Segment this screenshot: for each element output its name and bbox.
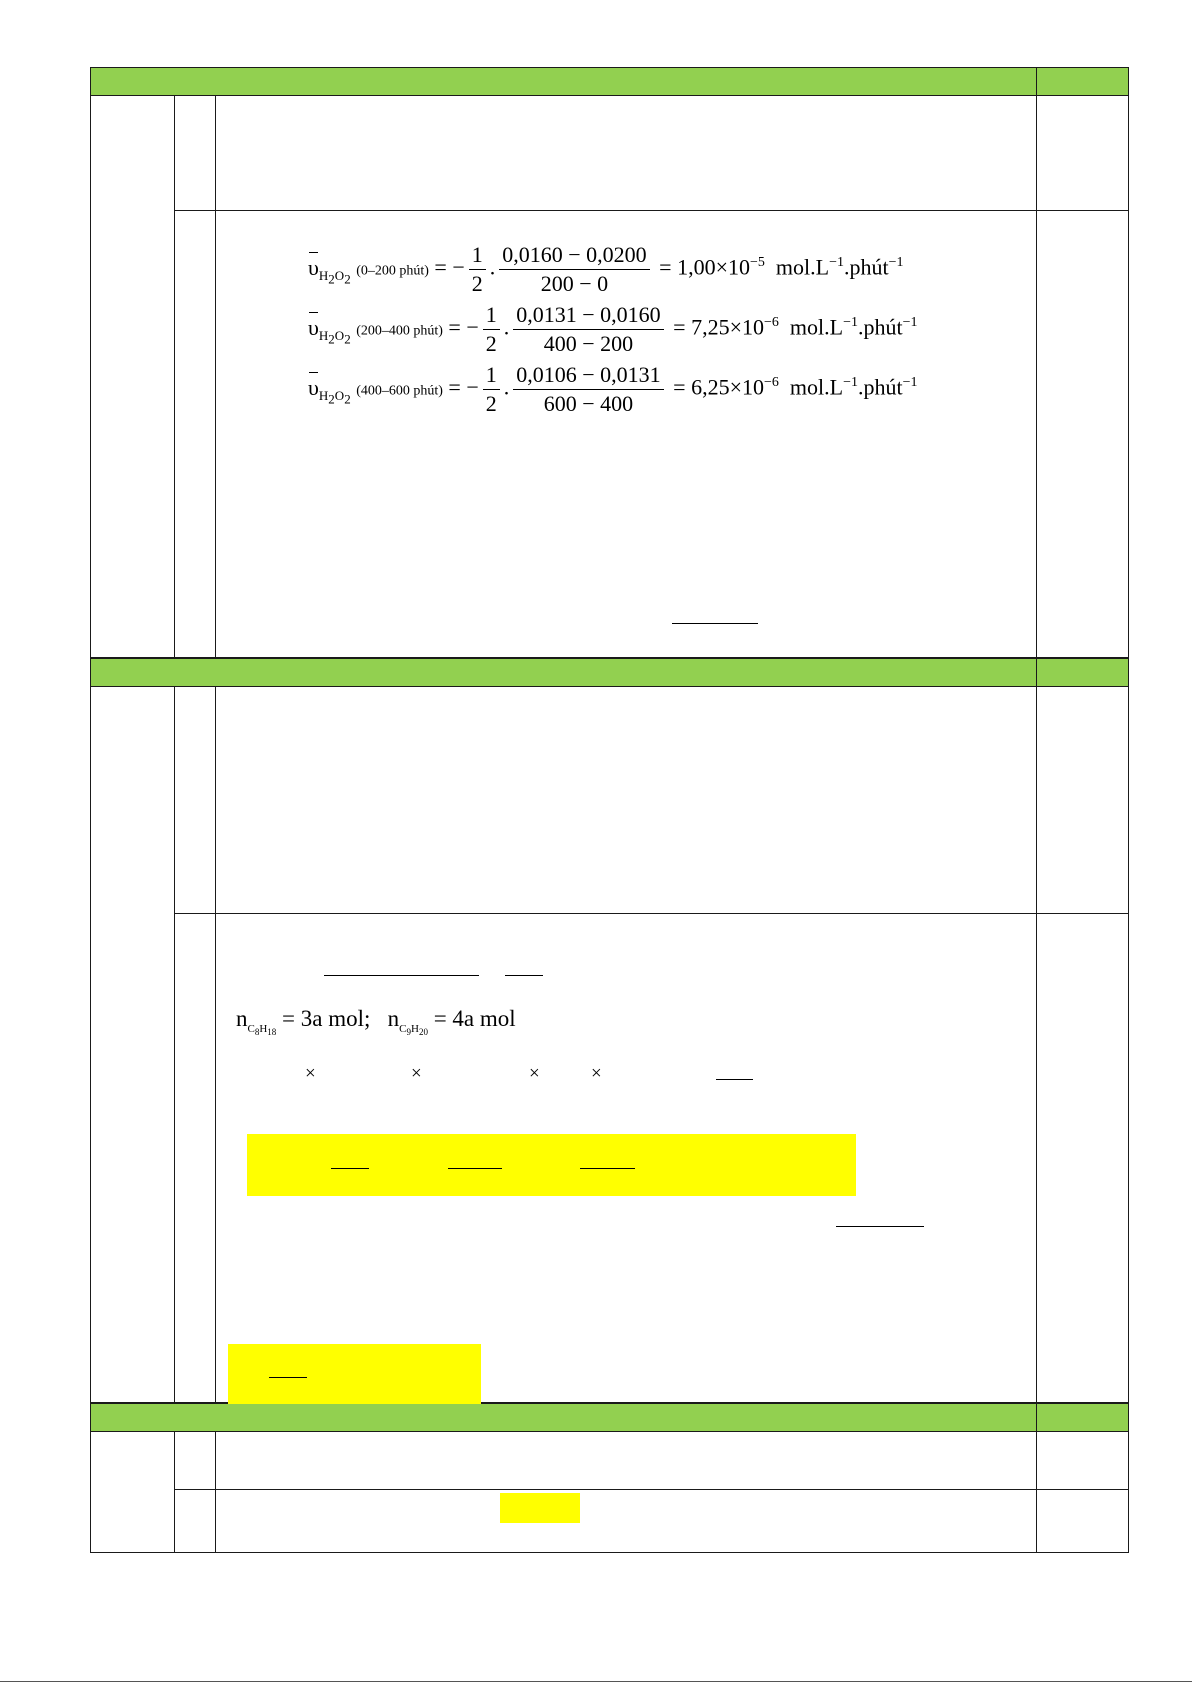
highlighted-answer-box xyxy=(228,1344,481,1404)
section-2-part-a-score xyxy=(1036,686,1129,915)
rate-equation-2: $\upsilon_{H_2O_2}$ (200–400 phút) = − $\frac{1}{2}$ . $\frac{0,0131 - 0,0160}{400 - 200}$ = $7,25\times 10^{-6}$ $mol.L^{-1}.phút^{-1}$ xyxy=(308,302,918,356)
section-header-1 xyxy=(90,67,1038,97)
section-3-part-b-content xyxy=(215,1489,1038,1553)
fraction-bar xyxy=(716,1079,753,1080)
rate-result: = 1,00×10 xyxy=(659,254,750,280)
page-bottom-rule xyxy=(0,1681,1192,1682)
rate-interval: (400–600 phút) xyxy=(356,383,443,399)
rate-interval: (0–200 phút) xyxy=(356,263,429,279)
section-header-2 xyxy=(90,658,1038,688)
section-2-question-col xyxy=(90,686,176,1403)
multiplication-sign: × xyxy=(529,1063,540,1084)
coefficient-fraction: $\frac{1}{2}$ xyxy=(483,302,500,357)
section-3-part-b-label xyxy=(174,1489,217,1553)
fraction-bar xyxy=(580,1168,635,1169)
multiplication-sign: × xyxy=(591,1063,602,1084)
difference-fraction: $\frac{0,0131 - 0,0160}{400 - 200}$ xyxy=(513,302,663,357)
fraction-bar xyxy=(505,975,543,976)
section-1-part-a-score xyxy=(1036,95,1129,212)
rate-symbol: υ xyxy=(308,254,319,280)
section-header-2-score xyxy=(1036,658,1129,688)
section-3-question-col xyxy=(90,1431,176,1553)
multiplication-sign: × xyxy=(305,1063,316,1084)
rate-result: = 6,25×10 xyxy=(673,374,764,400)
section-3-part-a-score xyxy=(1036,1431,1129,1491)
coefficient-fraction: $\frac{1}{2}$ xyxy=(469,242,486,297)
fraction-bar xyxy=(331,1168,369,1169)
section-2-part-b-label xyxy=(174,913,217,1403)
highlighted-choice xyxy=(500,1493,580,1523)
rate-symbol: υ xyxy=(308,314,319,340)
section-2-part-b-score xyxy=(1036,913,1129,1403)
multiplication-sign: × xyxy=(411,1063,422,1084)
section-1-part-b-score xyxy=(1036,210,1129,658)
section-3-part-a-content xyxy=(215,1431,1038,1491)
section-header-3-score xyxy=(1036,1403,1129,1433)
fraction-bar xyxy=(448,1168,502,1169)
mole-amounts-line: $n_{C_8H_{18}} = 3a$ mol; $n_{C_9H_{20}} = 4a$ mol xyxy=(236,1006,516,1037)
section-header-3 xyxy=(90,1403,1038,1433)
section-1-question-col xyxy=(90,95,176,658)
fraction-bar xyxy=(836,1226,924,1227)
rate-equation-1: $\upsilon_{H_2O_2}$ (0–200 phút) = − $\frac{1}{2}$ . $\frac{0,0160 - 0,0200}{200 - 0}$ = $1,00\times 10^{-5}$ $mol.L^{-1}.phút^{-1}$ xyxy=(308,242,904,296)
section-2-part-a-label xyxy=(174,686,217,915)
section-3-part-b-score xyxy=(1036,1489,1129,1553)
difference-fraction: $\frac{0,0106 - 0,0131}{600 - 400}$ xyxy=(513,362,663,417)
rate-result: = 7,25×10 xyxy=(673,314,764,340)
fraction-bar xyxy=(324,975,479,976)
coefficient-fraction: $\frac{1}{2}$ xyxy=(483,362,500,417)
rate-symbol: υ xyxy=(308,374,319,400)
rate-interval: (200–400 phút) xyxy=(356,323,443,339)
section-header-1-score xyxy=(1036,67,1129,97)
section-1-part-b-label xyxy=(174,210,217,658)
rate-equation-3: $\upsilon_{H_2O_2}$ (400–600 phút) = − $\frac{1}{2}$ . $\frac{0,0106 - 0,0131}{600 - 400}$ = $6,25\times 10^{-6}$ $mol.L^{-1}.phút^{-1}$ xyxy=(308,362,918,416)
section-2-part-a-content xyxy=(215,686,1038,915)
fraction-bar xyxy=(672,623,758,624)
difference-fraction: $\frac{0,0160 - 0,0200}{200 - 0}$ xyxy=(499,242,649,297)
section-3-part-a-label xyxy=(174,1431,217,1491)
section-1-part-a-label xyxy=(174,95,217,212)
highlighted-result-box xyxy=(247,1134,856,1196)
fraction-bar xyxy=(269,1377,307,1378)
section-1-part-a-content xyxy=(215,95,1038,212)
